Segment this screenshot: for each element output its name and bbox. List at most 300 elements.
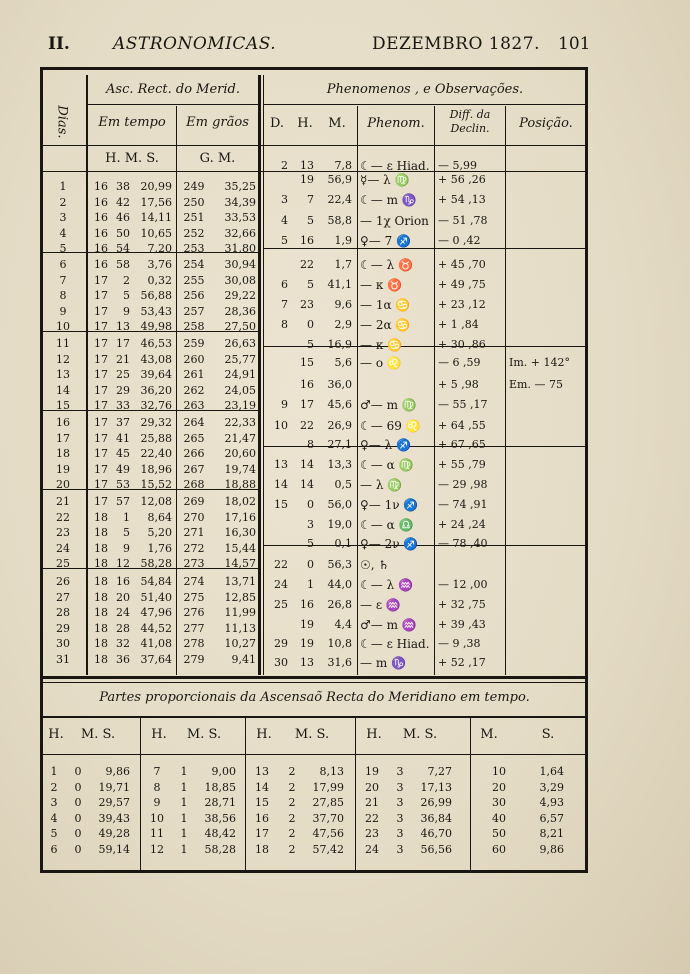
day-number: 5 xyxy=(59,242,67,255)
ar-hours: 18 xyxy=(94,557,108,570)
prop-seconds: 8,13 xyxy=(319,765,344,778)
day-number: 3 xyxy=(59,211,67,224)
ar-degree-minutes: 32,66 xyxy=(224,226,256,240)
day-number: 13 xyxy=(56,368,70,381)
horizontal-rule xyxy=(264,104,586,105)
ar-seconds: 46,53 xyxy=(140,337,172,350)
phen-hour: 13 xyxy=(300,159,314,172)
ar-degrees: 267 xyxy=(183,462,205,476)
ar-degrees: 262 xyxy=(183,383,205,397)
declination-diff: + 32 ,75 xyxy=(438,598,486,611)
prop-minutes: 0 xyxy=(74,842,82,856)
prop-hours: 8 xyxy=(153,780,161,794)
ar-degrees: 257 xyxy=(183,304,205,318)
phen-minute: 26,8 xyxy=(327,598,352,611)
prop-minutes: 1 xyxy=(180,842,188,856)
phen-minute: 56,3 xyxy=(327,558,352,571)
prop-hours: 10 xyxy=(150,811,164,825)
phenomenon: ☾— ε Hiad. xyxy=(360,159,430,173)
phen-minute: 7,8 xyxy=(334,159,352,172)
phen-hour: 16 xyxy=(300,598,314,611)
prop-hours: 11 xyxy=(150,827,164,840)
ar-hours: 17 xyxy=(94,352,108,366)
day-number: 21 xyxy=(56,495,70,508)
phen-hour: 19 xyxy=(300,173,314,186)
ar-seconds: 5,20 xyxy=(147,526,172,539)
phen-minute: 31,6 xyxy=(327,656,352,669)
ar-seconds: 44,52 xyxy=(140,621,172,635)
phen-day: 10 xyxy=(274,419,288,432)
day-number: 25 xyxy=(56,557,70,570)
vertical-rule xyxy=(140,718,141,870)
ar-seconds: 58,28 xyxy=(140,557,172,570)
phen-hour: 0 xyxy=(307,558,314,571)
ar-degrees: 279 xyxy=(183,652,205,666)
posicao-header: Posição. xyxy=(519,116,573,131)
prop-hours: 1 xyxy=(50,765,58,778)
phen-minute: 44,0 xyxy=(327,578,352,591)
phen-day: 9 xyxy=(281,398,288,411)
phenomena-header: Phenomenos , e Observações. xyxy=(326,82,524,97)
proportional-header: M. S. xyxy=(294,727,330,742)
phen-day: 29 xyxy=(274,637,288,650)
day-number: 27 xyxy=(56,590,70,604)
proportional-header: H. xyxy=(48,727,64,742)
prop-seconds: 39,43 xyxy=(98,811,130,825)
declination-diff: — 12 ,00 xyxy=(438,578,488,591)
day-number: 20 xyxy=(56,478,70,491)
phenomenon: — ε ♒ xyxy=(360,598,401,612)
phen-day: 14 xyxy=(274,478,288,491)
ar-degree-minutes: 19,74 xyxy=(224,462,256,476)
phen-hour: 13 xyxy=(300,656,314,669)
day-number: 16 xyxy=(56,416,70,429)
phen-hour: 22 xyxy=(300,258,314,271)
vertical-rule xyxy=(357,106,358,675)
d-header: D. xyxy=(269,116,285,131)
ar-hours: 17 xyxy=(94,447,108,460)
ar-seconds: 3,76 xyxy=(147,258,172,271)
ar-minutes: 13 xyxy=(116,320,130,333)
ar-degrees: 259 xyxy=(183,337,205,350)
phenomenon: ☾— α ♍ xyxy=(360,458,414,472)
phenomenon: — ο ♌ xyxy=(360,356,402,370)
ar-degree-minutes: 18,88 xyxy=(224,478,256,491)
ar-hours: 16 xyxy=(94,180,108,193)
gm-header: G. M. xyxy=(199,151,236,166)
declination-diff: + 49 ,75 xyxy=(438,278,486,291)
day-number: 30 xyxy=(56,637,70,650)
ar-minutes: 25 xyxy=(116,368,130,381)
prop-hours: 14 xyxy=(255,780,269,794)
vertical-rule xyxy=(176,106,177,675)
day-number: 22 xyxy=(56,510,70,524)
ar-hours: 18 xyxy=(94,526,108,539)
declination-diff: + 23 ,12 xyxy=(438,298,486,311)
ar-seconds: 54,84 xyxy=(140,575,172,588)
ar-degrees: 266 xyxy=(183,447,205,460)
phen-hour: 19 xyxy=(300,618,314,631)
phenomenon: ♀— 7 ♐ xyxy=(360,234,411,248)
ar-minutes: 49 xyxy=(116,462,130,476)
phenomenon: ☾— α ♎ xyxy=(360,518,414,532)
ar-minutes: 1 xyxy=(123,510,130,524)
phenomenon: — m ♑ xyxy=(360,656,406,670)
ar-hours: 17 xyxy=(94,478,108,491)
horizontal-rule xyxy=(43,171,586,172)
prop-minute-value: 40 xyxy=(492,811,506,825)
ar-minutes: 38 xyxy=(116,180,130,193)
day-number: 8 xyxy=(59,289,67,302)
prop-seconds: 7,27 xyxy=(427,765,452,778)
phenomenon: — λ ♍ xyxy=(360,478,403,492)
phenomenon: ♀— 2ν ♐ xyxy=(360,537,419,551)
phen-minute: 10,8 xyxy=(327,637,352,650)
ar-hours: 17 xyxy=(94,289,108,302)
vertical-rule xyxy=(470,718,471,870)
declination-diff: — 51 ,78 xyxy=(438,214,488,227)
phen-day: 3 xyxy=(281,193,288,206)
ar-hours: 17 xyxy=(94,416,108,429)
proportional-header: M. xyxy=(480,727,498,742)
ar-seconds: 36,20 xyxy=(140,383,172,397)
prop-minutes: 3 xyxy=(396,780,404,794)
prop-minutes: 0 xyxy=(74,780,82,794)
declination-diff: — 74 ,91 xyxy=(438,498,488,511)
ar-seconds: 43,08 xyxy=(140,352,172,366)
phen-minute: 19,0 xyxy=(327,518,352,531)
declination-diff: — 78 ,40 xyxy=(438,537,488,550)
phen-hour: 5 xyxy=(307,338,314,351)
prop-minutes: 3 xyxy=(396,811,404,825)
prop-minute-value: 60 xyxy=(492,842,506,856)
phen-hour: 5 xyxy=(307,537,314,550)
prop-minute-value: 30 xyxy=(492,796,506,809)
ar-degree-minutes: 27,50 xyxy=(224,320,256,333)
ar-minutes: 37 xyxy=(116,416,130,429)
ar-degree-minutes: 22,33 xyxy=(224,416,256,429)
ar-degree-minutes: 24,91 xyxy=(224,368,256,381)
ar-degrees: 258 xyxy=(183,320,205,333)
declination-diff: + 64 ,55 xyxy=(438,419,486,432)
ar-minutes: 17 xyxy=(116,337,130,350)
prop-hours: 7 xyxy=(153,765,161,778)
ar-seconds: 37,64 xyxy=(140,652,172,666)
prop-seconds: 59,14 xyxy=(98,842,130,856)
ar-degree-minutes: 14,57 xyxy=(224,557,256,570)
prop-seconds: 17,99 xyxy=(312,780,344,794)
ar-minutes: 16 xyxy=(116,575,130,588)
ar-seconds: 7,20 xyxy=(147,242,172,255)
declination-diff: + 5 ,98 xyxy=(438,378,479,391)
phen-minute: 16,9 xyxy=(327,338,352,351)
prop-hours: 13 xyxy=(255,765,269,778)
prop-hours: 6 xyxy=(50,842,58,856)
page-label: II. xyxy=(48,34,70,54)
prop-minutes: 0 xyxy=(74,765,82,778)
prop-minutes: 2 xyxy=(288,842,296,856)
ar-degree-minutes: 25,77 xyxy=(224,352,256,366)
prop-seconds: 29,57 xyxy=(98,796,130,809)
phenomenon: — κ ♋ xyxy=(360,338,403,352)
prop-seconds: 37,70 xyxy=(312,811,344,825)
phen-hour: 15 xyxy=(300,356,314,369)
ar-degree-minutes: 16,30 xyxy=(224,526,256,539)
day-number: 6 xyxy=(59,258,67,271)
ar-degrees: 265 xyxy=(183,431,205,445)
prop-minutes: 1 xyxy=(180,780,188,794)
declination-diff: — 29 ,98 xyxy=(438,478,488,491)
ar-hours: 17 xyxy=(94,399,108,412)
proportional-header: H. xyxy=(151,727,167,742)
ar-minutes: 32 xyxy=(116,637,130,650)
phen-hour: 0 xyxy=(307,498,314,511)
prop-minutes: 2 xyxy=(288,780,296,794)
day-number: 26 xyxy=(56,575,70,588)
declination-diff: + 45 ,70 xyxy=(438,258,486,271)
prop-seconds: 26,99 xyxy=(420,796,452,809)
ar-degree-minutes: 17,16 xyxy=(224,510,256,524)
phen-hour: 16 xyxy=(300,234,314,247)
prop-minutes: 1 xyxy=(180,827,188,840)
declination-diff: — 9 ,38 xyxy=(438,637,481,650)
ar-minutes: 57 xyxy=(116,495,130,508)
position: Im. + 142° xyxy=(509,356,570,369)
phen-hour: 14 xyxy=(300,458,314,471)
phenomenon: ☾— λ ♒ xyxy=(360,578,413,592)
phen-hour: 19 xyxy=(300,637,314,650)
prop-seconds: 38,56 xyxy=(204,811,236,825)
prop-second-value: 1,64 xyxy=(539,765,564,778)
ar-hours: 18 xyxy=(94,541,108,555)
ar-degree-minutes: 35,25 xyxy=(224,180,256,193)
prop-hours: 21 xyxy=(365,796,379,809)
prop-hours: 24 xyxy=(365,842,379,856)
ar-seconds: 14,11 xyxy=(140,211,172,224)
day-number: 18 xyxy=(56,447,70,460)
ar-degree-minutes: 11,99 xyxy=(224,606,256,619)
ar-hours: 17 xyxy=(94,431,108,445)
m-header: M. xyxy=(328,116,346,131)
ar-seconds: 1,76 xyxy=(147,541,172,555)
phen-minute: 27,1 xyxy=(327,438,352,451)
ar-degree-minutes: 31,80 xyxy=(224,242,256,255)
phenom-header: Phenom. xyxy=(367,116,425,131)
h-header: H. xyxy=(297,116,313,131)
ar-hours: 17 xyxy=(94,337,108,350)
ar-degree-minutes: 34,39 xyxy=(224,195,256,209)
ar-hours: 16 xyxy=(94,258,108,271)
phen-hour: 14 xyxy=(300,478,314,491)
phen-minute: 2,9 xyxy=(334,318,352,331)
phenomenon: — κ ♉ xyxy=(360,278,403,292)
phen-minute: 45,6 xyxy=(327,398,352,411)
ar-degree-minutes: 20,60 xyxy=(224,447,256,460)
ar-minutes: 29 xyxy=(116,383,130,397)
prop-seconds: 36,84 xyxy=(420,811,452,825)
phen-minute: 58,8 xyxy=(327,214,352,227)
ar-degrees: 275 xyxy=(183,590,205,604)
em-graos-header: Em grãos xyxy=(186,115,249,130)
ar-seconds: 15,52 xyxy=(140,478,172,491)
prop-seconds: 57,42 xyxy=(312,842,344,856)
declination-diff: + 24 ,24 xyxy=(438,518,486,531)
ar-minutes: 45 xyxy=(116,447,130,460)
prop-minutes: 1 xyxy=(180,796,188,809)
ar-degrees: 276 xyxy=(183,606,205,619)
phenomenon: ♀— λ ♐ xyxy=(360,438,411,452)
vertical-rule xyxy=(505,106,506,675)
day-number: 23 xyxy=(56,526,70,539)
page-month: DEZEMBRO 1827. xyxy=(372,34,540,54)
phen-day: 24 xyxy=(274,578,288,591)
ar-hours: 16 xyxy=(94,211,108,224)
ar-seconds: 25,88 xyxy=(140,431,172,445)
ar-degrees: 260 xyxy=(183,352,205,366)
proportional-header: M. S. xyxy=(80,727,116,742)
ar-degree-minutes: 30,08 xyxy=(224,273,256,287)
horizontal-rule xyxy=(88,104,258,105)
ar-hours: 16 xyxy=(94,242,108,255)
prop-minutes: 3 xyxy=(396,827,404,840)
vertical-rule xyxy=(355,718,356,870)
prop-minutes: 2 xyxy=(288,765,296,778)
ar-degree-minutes: 30,94 xyxy=(224,258,256,271)
phenomenon: ♂— m ♒ xyxy=(360,618,417,632)
ar-degrees: 255 xyxy=(183,273,205,287)
prop-minute-value: 20 xyxy=(492,780,506,794)
ar-seconds: 51,40 xyxy=(140,590,172,604)
prop-minutes: 3 xyxy=(396,796,404,809)
phenomenon: — 2α ♋ xyxy=(360,318,411,332)
phen-hour: 8 xyxy=(307,438,314,451)
day-number: 9 xyxy=(59,304,67,318)
prop-hours: 9 xyxy=(153,796,161,809)
prop-second-value: 4,93 xyxy=(539,796,564,809)
phen-day: 13 xyxy=(274,458,288,471)
ar-degrees: 273 xyxy=(183,557,205,570)
phen-minute: 0,5 xyxy=(334,478,352,491)
ar-minutes: 36 xyxy=(116,652,130,666)
phenomenon: ☿— λ ♍ xyxy=(360,173,410,187)
declination-diff: + 67 ,65 xyxy=(438,438,486,451)
declination-diff: + 1 ,84 xyxy=(438,318,479,331)
ar-degrees: 264 xyxy=(183,416,205,429)
ar-minutes: 12 xyxy=(116,557,130,570)
prop-seconds: 49,28 xyxy=(98,827,130,840)
day-number: 17 xyxy=(56,431,70,445)
horizontal-rule xyxy=(43,676,586,679)
phenomenon: ♀— 1ν ♐ xyxy=(360,498,419,512)
ar-minutes: 2 xyxy=(123,273,130,287)
asc-rect-header: Asc. Rect. do Merid. xyxy=(106,82,240,97)
declination-diff: + 56 ,26 xyxy=(438,173,486,186)
prop-seconds: 9,00 xyxy=(211,765,236,778)
declination-diff: + 54 ,13 xyxy=(438,193,486,206)
ar-minutes: 50 xyxy=(116,226,130,240)
ar-seconds: 20,99 xyxy=(140,180,172,193)
day-number: 2 xyxy=(59,195,67,209)
phenomenon: ☾— 69 ♌ xyxy=(360,419,421,433)
prop-second-value: 9,86 xyxy=(539,842,564,856)
day-number: 11 xyxy=(56,337,70,350)
ar-degree-minutes: 24,05 xyxy=(224,383,256,397)
day-number: 10 xyxy=(56,320,70,333)
phen-minute: 1,9 xyxy=(334,234,352,247)
day-number: 4 xyxy=(59,226,67,240)
ar-hours: 17 xyxy=(94,273,108,287)
prop-hours: 23 xyxy=(365,827,379,840)
prop-minutes: 2 xyxy=(288,796,296,809)
prop-hours: 19 xyxy=(365,765,379,778)
phen-minute: 1,7 xyxy=(334,258,352,271)
prop-hours: 16 xyxy=(255,811,269,825)
ar-seconds: 32,76 xyxy=(140,399,172,412)
day-number: 7 xyxy=(59,273,67,287)
ar-minutes: 28 xyxy=(116,621,130,635)
ar-degrees: 249 xyxy=(183,180,205,193)
proportional-title: Partes proporcionais da Ascensaõ Recta do Meridiano em tempo. xyxy=(99,690,530,705)
prop-second-value: 8,21 xyxy=(539,827,564,840)
ar-minutes: 33 xyxy=(116,399,130,412)
phen-day: 8 xyxy=(281,318,288,331)
declination-diff: + 39 ,43 xyxy=(438,618,486,631)
declination-diff: + 55 ,79 xyxy=(438,458,486,471)
day-number: 15 xyxy=(56,399,70,412)
ar-degrees: 254 xyxy=(183,258,205,271)
ar-hours: 18 xyxy=(94,606,108,619)
prop-minutes: 2 xyxy=(288,827,296,840)
phen-day: 25 xyxy=(274,598,288,611)
ar-minutes: 46 xyxy=(116,211,130,224)
prop-minute-value: 50 xyxy=(492,827,506,840)
proportional-header: H. xyxy=(366,727,382,742)
day-number: 19 xyxy=(56,462,70,476)
phen-day: 30 xyxy=(274,656,288,669)
prop-minutes: 1 xyxy=(180,811,188,825)
prop-second-value: 6,57 xyxy=(539,811,564,825)
ar-degree-minutes: 21,47 xyxy=(224,431,256,445)
prop-seconds: 27,85 xyxy=(312,796,344,809)
declination-diff: — 55 ,17 xyxy=(438,398,488,411)
prop-hours: 17 xyxy=(255,827,269,840)
phen-minute: 0,1 xyxy=(334,537,352,550)
ar-degree-minutes: 12,85 xyxy=(224,590,256,604)
ar-seconds: 56,88 xyxy=(140,289,172,302)
ar-hours: 16 xyxy=(94,226,108,240)
prop-seconds: 56,56 xyxy=(420,842,452,856)
ar-seconds: 29,32 xyxy=(140,416,172,429)
ar-degrees: 272 xyxy=(183,541,205,555)
phen-day: 22 xyxy=(274,558,288,571)
ar-degree-minutes: 23,19 xyxy=(224,399,256,412)
ar-degrees: 277 xyxy=(183,621,205,635)
proportional-header: M. S. xyxy=(402,727,438,742)
prop-minute-value: 10 xyxy=(492,765,506,778)
declination-diff: — 5,99 xyxy=(438,159,477,172)
hms-header: H. M. S. xyxy=(105,151,159,166)
prop-hours: 3 xyxy=(50,796,58,809)
prop-seconds: 58,28 xyxy=(204,842,236,856)
ar-minutes: 41 xyxy=(116,431,130,445)
prop-hours: 22 xyxy=(365,811,379,825)
day-number: 14 xyxy=(56,383,70,397)
ar-hours: 18 xyxy=(94,652,108,666)
ar-seconds: 47,96 xyxy=(140,606,172,619)
phen-minute: 9,6 xyxy=(334,298,352,311)
horizontal-rule xyxy=(43,145,586,146)
prop-seconds: 19,71 xyxy=(98,780,130,794)
